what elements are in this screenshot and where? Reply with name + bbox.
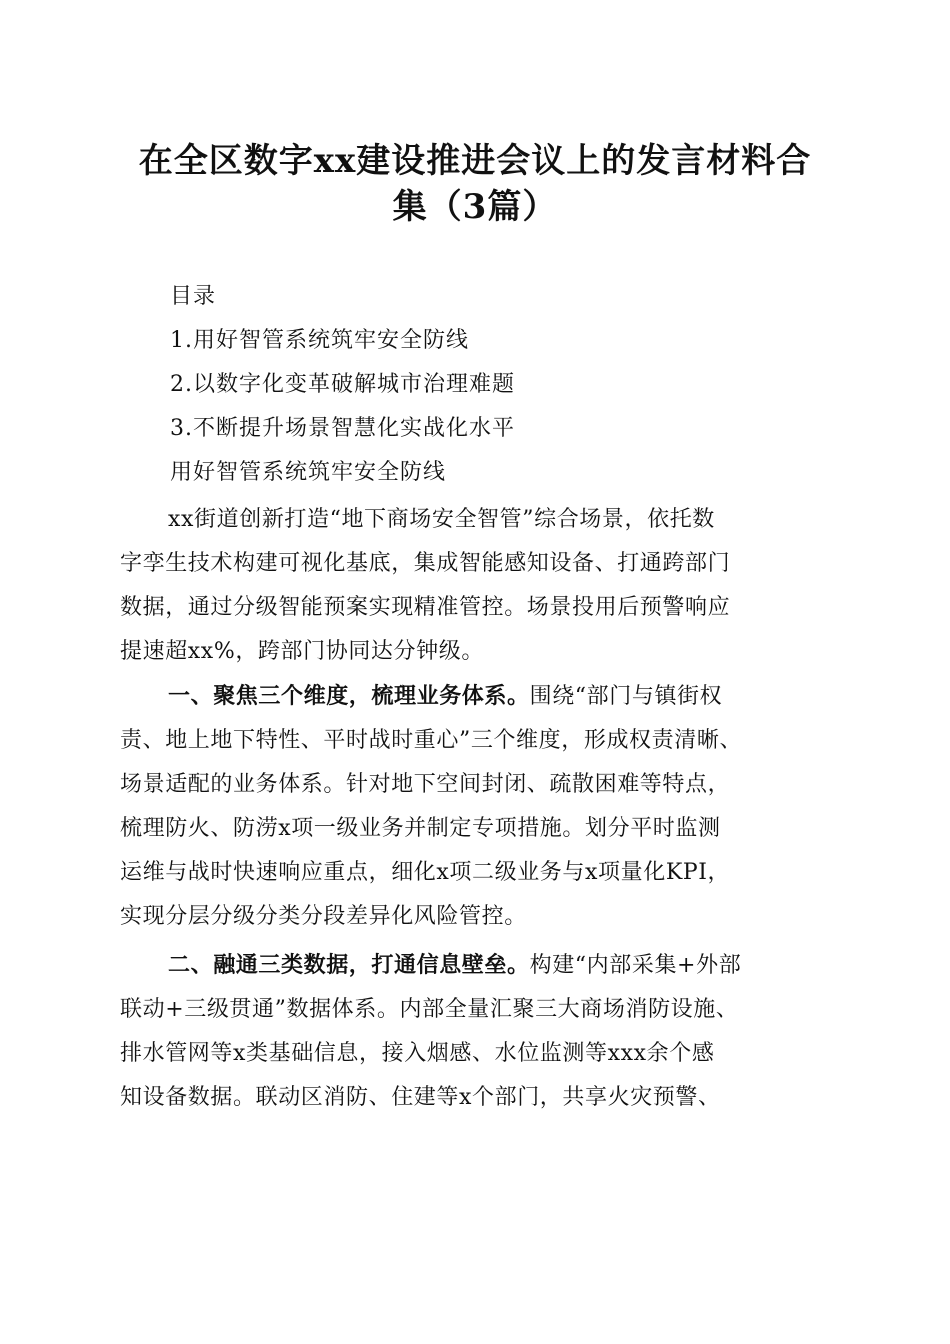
section-1-line-1-rest: 围绕“部门与镇街权	[529, 684, 723, 709]
toc-heading: 目录	[170, 284, 217, 309]
article-heading: 用好智管系统筑牢安全防线	[170, 460, 447, 485]
section-1-line-4: 梳理防火、防涝x项一级业务并制定专项措施。划分平时监测	[120, 816, 721, 841]
document-title-line-2: 集（3篇）	[392, 187, 558, 227]
section-1-bold-lead: 一、聚焦三个维度，梳理业务体系。	[168, 684, 530, 709]
section-1-line-6: 实现分层分级分类分段差异化风险管控。	[120, 904, 527, 929]
section-1-line-2: 责、地上地下特性、平时战时重心”三个维度，形成权责清晰、	[120, 728, 743, 753]
section-2-bold-lead: 二、融通三类数据，打通信息壁垒。	[168, 953, 530, 978]
section-2-line-4: 知设备数据。联动区消防、住建等x个部门，共享火灾预警、	[120, 1085, 721, 1110]
intro-line-3: 数据，通过分级智能预案实现精准管控。场景投用后预警响应	[120, 595, 731, 620]
section-2-line-1-rest: 构建“内部采集+外部	[529, 953, 742, 978]
toc-item-3: 3.不断提升场景智慧化实战化水平	[170, 416, 515, 441]
intro-line-1: xx街道创新打造“地下商场安全智管”综合场景，依托数	[168, 507, 715, 532]
toc-item-1: 1.用好智管系统筑牢安全防线	[170, 328, 469, 353]
section-1-line-5: 运维与战时快速响应重点，细化x项二级业务与x项量化KPI，	[120, 860, 731, 885]
document-title-line-1: 在全区数字xx建设推进会议上的发言材料合	[138, 141, 812, 181]
toc-item-2: 2.以数字化变革破解城市治理难题	[170, 372, 515, 397]
section-2-paragraph	[120, 944, 832, 1120]
section-2-line-1	[120, 944, 832, 988]
intro-line-2: 字孪生技术构建可视化基底，集成智能感知设备、打通跨部门	[120, 551, 731, 576]
section-2-line-3: 排水管网等x类基础信息，接入烟感、水位监测等xxx余个感	[120, 1041, 715, 1066]
article-intro-paragraph	[120, 498, 832, 674]
section-2-line-2: 联动+三级贯通”数据体系。内部全量汇聚三大商场消防设施、	[120, 997, 739, 1022]
intro-line-4: 提速超xx%，跨部门协同达分钟级。	[120, 639, 484, 664]
section-1-paragraph	[120, 675, 832, 939]
section-1-line-1	[120, 675, 832, 719]
section-1-line-3: 场景适配的业务体系。针对地下空间封闭、疏散困难等特点，	[120, 772, 731, 797]
